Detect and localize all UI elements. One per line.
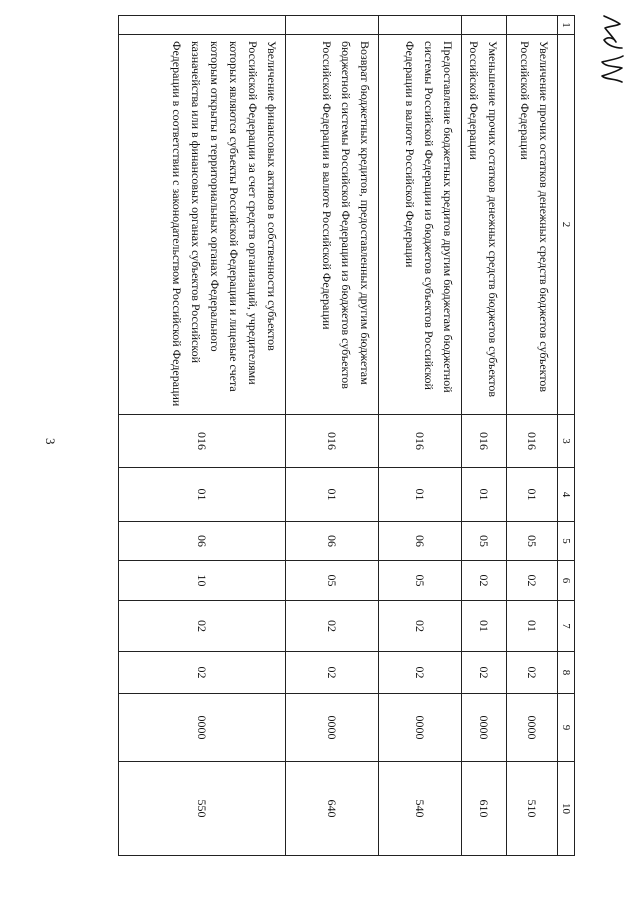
row-number-cell <box>119 16 286 35</box>
header-cell: 10 <box>558 762 575 856</box>
budget-code-table <box>118 15 575 856</box>
code-cell: 10 <box>119 561 286 601</box>
code-cell: 02 <box>379 652 462 694</box>
row-number-cell <box>379 16 462 35</box>
code-cell: 550 <box>119 762 286 856</box>
code-cell: 02 <box>286 601 379 652</box>
code-cell: 06 <box>379 522 462 561</box>
code-cell: 016 <box>286 415 379 468</box>
code-cell: 01 <box>379 468 462 522</box>
code-cell: 05 <box>379 561 462 601</box>
code-cell: 01 <box>507 601 558 652</box>
header-cell: 7 <box>558 601 575 652</box>
table-row <box>507 16 558 856</box>
code-cell: 02 <box>507 652 558 694</box>
header-cell: 5 <box>558 522 575 561</box>
code-cell: 05 <box>462 522 507 561</box>
code-cell: 05 <box>507 522 558 561</box>
code-cell: 0000 <box>462 694 507 762</box>
code-cell: 01 <box>462 601 507 652</box>
code-cell: 01 <box>462 468 507 522</box>
code-cell: 06 <box>119 522 286 561</box>
header-cell: 2 <box>558 35 575 415</box>
code-cell: 0000 <box>119 694 286 762</box>
description-cell: Возврат бюджетных кредитов, предоставленных другим бюджетам бюджетной системы Российской Федерации из бюджетов субъектов Российской Федерации в валюте Российской Федерации <box>286 35 379 415</box>
code-cell: 02 <box>462 652 507 694</box>
code-cell: 016 <box>462 415 507 468</box>
code-cell: 610 <box>462 762 507 856</box>
code-cell: 016 <box>119 415 286 468</box>
header-cell: 9 <box>558 694 575 762</box>
code-cell: 01 <box>286 468 379 522</box>
code-cell: 05 <box>286 561 379 601</box>
code-cell: 640 <box>286 762 379 856</box>
table-row <box>462 16 507 856</box>
code-cell: 0000 <box>286 694 379 762</box>
table-row <box>119 16 286 856</box>
code-cell: 02 <box>507 561 558 601</box>
description-cell: Увеличение финансовых активов в собственности субъектов Российской Федерации за счет средств организаций, учредителями которых являются субъекты Российской Федерации и лицевые счета которым открыты в территориальных органах Федерального казначейства или в финансовых органах субъектов Российской Федерации в соответствии с законодательством Российской Федерации <box>119 35 286 415</box>
description-cell: Увеличение прочих остатков денежных средств бюджетов субъектов Российской Федерации <box>507 35 558 415</box>
header-cell: 4 <box>558 468 575 522</box>
row-number-cell <box>462 16 507 35</box>
header-cell: 3 <box>558 415 575 468</box>
code-cell: 02 <box>119 601 286 652</box>
code-cell: 510 <box>507 762 558 856</box>
code-cell: 01 <box>507 468 558 522</box>
code-cell: 02 <box>379 601 462 652</box>
header-cell: 8 <box>558 652 575 694</box>
description-cell: Предоставление бюджетных кредитов другим бюджетам бюджетной системы Российской Федерации из бюджетов субъектов Российской Федерации в валюте Российской Федерации <box>379 35 462 415</box>
handwritten-signature <box>592 12 632 87</box>
code-cell: 06 <box>286 522 379 561</box>
page-number: 3 <box>43 438 58 445</box>
header-cell: 6 <box>558 561 575 601</box>
description-cell: Уменьшение прочих остатков денежных средств бюджетов субъектов Российской Федерации <box>462 35 507 415</box>
code-cell: 016 <box>379 415 462 468</box>
table-row <box>286 16 379 856</box>
code-cell: 540 <box>379 762 462 856</box>
table-row <box>379 16 462 856</box>
header-cell: 1 <box>558 16 575 35</box>
code-cell: 02 <box>462 561 507 601</box>
code-cell: 01 <box>119 468 286 522</box>
row-number-cell <box>286 16 379 35</box>
code-cell: 0000 <box>379 694 462 762</box>
code-cell: 02 <box>119 652 286 694</box>
header-row <box>558 16 575 856</box>
code-cell: 02 <box>286 652 379 694</box>
code-cell: 016 <box>507 415 558 468</box>
row-number-cell <box>507 16 558 35</box>
code-cell: 0000 <box>507 694 558 762</box>
